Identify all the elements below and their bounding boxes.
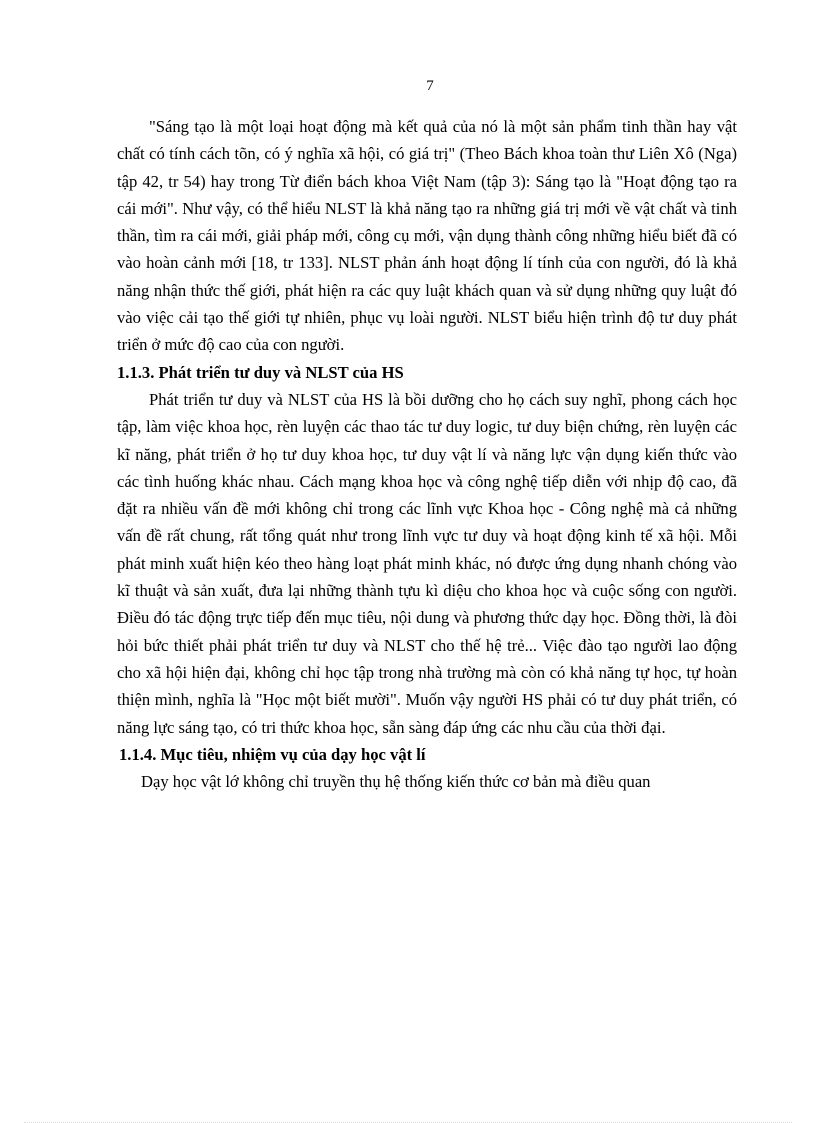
document-body [117, 113, 737, 795]
section-1-1-4-paragraph: Dạy học vật lớ không chỉ truyền thụ hệ thống kiến thức cơ bản mà điều quan [141, 772, 651, 792]
section-heading-1-1-4: 1.1.4. Mục tiêu, nhiệm vụ của dạy học vật lí [119, 744, 426, 764]
page-number: 7 [426, 78, 434, 94]
section-1-1-3-paragraph: Phát triển tư duy và NLST của HS là bồi dưỡng cho họ cách suy nghĩ, phong cách học tập, làm việc khoa học, rèn luyện các thao tác tư duy logic, tư duy biện chứng, rèn luyện các kĩ năng, phát triển ở họ tư duy khoa học, tư duy vật lí và năng lực vận dụng kiến thức vào các tình huống khác nhau. Cách mạng khoa học và công nghệ tiếp diễn với nhịp độ cao, đã đặt ra nhiều vấn đề mới không chỉ trong các lĩnh vực Khoa học - Công nghệ mà cả những vấn đề rất chung, rất tổng quát như trong lĩnh vực tư duy và hoạt động kinh tế xã hội. Mỗi phát minh xuất hiện kéo theo hàng loạt phát minh khác, nó được ứng dụng nhanh chóng vào kĩ thuật và sản xuất, đưa lại những thành tựu kì diệu cho khoa học và cuộc sống con người. Điều đó tác động trực tiếp đến mục tiêu, nội dung và phương thức dạy học. Đồng thời, là đòi hỏi bức thiết phải phát triển tư duy và NLST cho thế hệ trẻ... Việc đào tạo người lao động cho xã hội hiện đại, không chỉ học tập trong nhà trường mà còn có khả năng tự học, tự hoàn thiện mình, nghĩa là "Học một biết mười". Muốn vậy người HS phải có tư duy phát triển, có năng lực sáng tạo, có tri thức khoa học, sẵn sàng đáp ứng các nhu cầu của thời đại. [117, 389, 737, 737]
section-heading-1-1-3: 1.1.3. Phát triển tư duy và NLST của HS [117, 362, 404, 382]
intro-paragraph: "Sáng tạo là một loại hoạt động mà kết quả của nó là một sản phẩm tinh thần hay vật chất có tính cách tõn, có ý nghĩa xã hội, có giá trị" (Theo Bách khoa toàn thư Liên Xô (Nga) tập 42, tr 54) hay trong Từ điển bách khoa Việt Nam (tập 3): Sáng tạo là "Hoạt động tạo ra cái mới". Như vậy, có thể hiểu NLST là khả năng tạo ra những giá trị mới về vật chất và tinh thần, tìm ra cái mới, giải pháp mới, công cụ mới, vận dụng thành công những hiểu biết đã có vào hoàn cảnh mới [18, tr 133]. NLST phản ánh hoạt động lí tính của con người, đó là khả năng nhận thức thế giới, phát hiện ra các quy luật khách quan và sử dụng những quy luật đó vào việc cải tạo thế giới tự nhiên, phục vụ loài người. NLST biểu hiện trình độ tư duy phát triển ở mức độ cao của con người. [117, 117, 737, 355]
